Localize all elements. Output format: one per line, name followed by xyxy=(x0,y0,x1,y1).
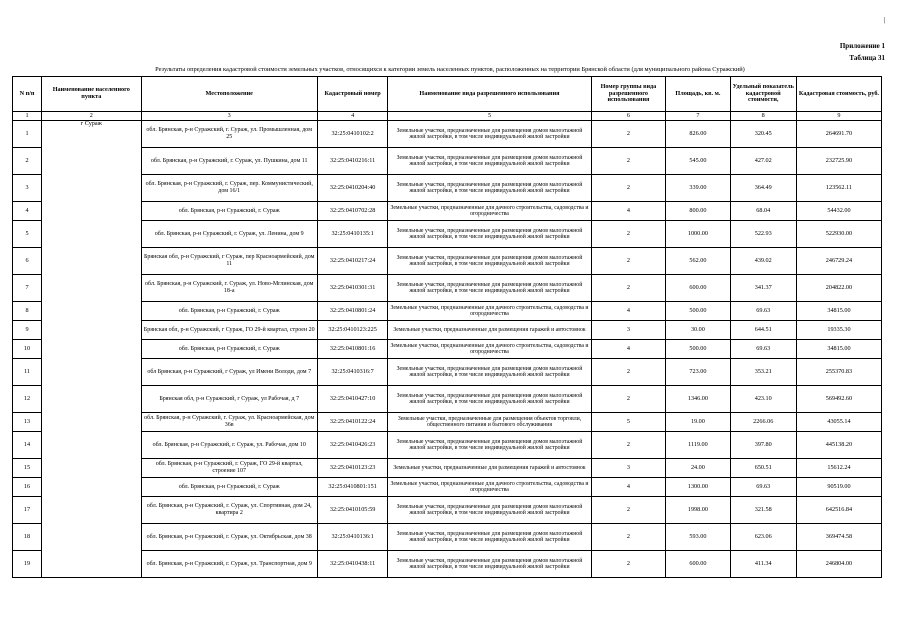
table-row xyxy=(13,302,882,321)
cell-use: Земельные участки, предназначенные для размещения домов малоэтажной жилой застройки, в том числе индивидуальной жилой застройки xyxy=(388,359,591,386)
cell-area: 826.00 xyxy=(666,121,730,148)
cell-n: 9 xyxy=(13,321,42,340)
cell-cost: 232725.90 xyxy=(796,148,881,175)
cell-area: 593.00 xyxy=(666,524,730,551)
cell-loc: Брянская обл, р-н Суражский, г Сураж, ул Рабочая, д 7 xyxy=(141,386,317,413)
cell-grp: 2 xyxy=(591,497,666,524)
cell-loc: обл. Брянская, р-н Суражский, г. Сураж, пер. Коммунистический, дом 16/1 xyxy=(141,175,317,202)
cell-grp: 2 xyxy=(591,148,666,175)
cell-n: 15 xyxy=(13,459,42,478)
cell-area: 1300.00 xyxy=(666,478,730,497)
cell-n: 14 xyxy=(13,432,42,459)
table-row xyxy=(13,121,882,148)
cell-loc: обл. Брянская, р-н Суражский, г. Сураж xyxy=(141,202,317,221)
cell-cad: 32:25:0410702:28 xyxy=(317,202,388,221)
header-cell: Кадастровый номер xyxy=(317,77,388,112)
table-row xyxy=(13,202,882,221)
cell-cost: 34815.00 xyxy=(796,302,881,321)
cell-loc: обл. Брянская, р-н Суражский, г. Сураж xyxy=(141,478,317,497)
cell-cad: 32:25:0410427:10 xyxy=(317,386,388,413)
cell-area: 24.00 xyxy=(666,459,730,478)
cell-spec: 644.51 xyxy=(730,321,796,340)
cell-area: 1000.00 xyxy=(666,221,730,248)
cell-cost: 246729.24 xyxy=(796,248,881,275)
cell-n: 12 xyxy=(13,386,42,413)
cell-use: Земельные участки, предназначенные для размещения объектов торговли, общественного питания и бытового обслуживания xyxy=(388,413,591,432)
cell-spec: 69.63 xyxy=(730,478,796,497)
cell-loc: обл. Брянская, р-н Суражский, г. Сураж, ул. Транспортная, дом 9 xyxy=(141,551,317,578)
cell-use: Земельные участки, предназначенные для размещения домов малоэтажной жилой застройки, в том числе индивидуальной жилой застройки xyxy=(388,432,591,459)
cell-n: 10 xyxy=(13,340,42,359)
cell-grp: 2 xyxy=(591,275,666,302)
table-row xyxy=(13,221,882,248)
cell-cost: 369474.58 xyxy=(796,524,881,551)
header-cell: Площадь, кв. м. xyxy=(666,77,730,112)
cell-cad: 32:25:0410135:1 xyxy=(317,221,388,248)
cell-use: Земельные участки, предназначенные для размещения домов малоэтажной жилой застройки, в том числе индивидуальной жилой застройки xyxy=(388,221,591,248)
cell-spec: 650.51 xyxy=(730,459,796,478)
cell-area: 500.00 xyxy=(666,340,730,359)
column-number: 9 xyxy=(796,112,881,121)
cell-loc: обл. Брянская, р-н Суражский, г. Сураж xyxy=(141,340,317,359)
cell-cad: 32:25:0410801:24 xyxy=(317,302,388,321)
cell-cad: 32:25:0410136:1 xyxy=(317,524,388,551)
cell-n: 8 xyxy=(13,302,42,321)
cell-n: 4 xyxy=(13,202,42,221)
cell-cad: 32:25:0410301:31 xyxy=(317,275,388,302)
cell-loc: обл. Брянская, р-н Суражский, г. Сураж, ул. Пушкина, дом 11 xyxy=(141,148,317,175)
cell-spec: 69.63 xyxy=(730,302,796,321)
cell-n: 5 xyxy=(13,221,42,248)
table-row xyxy=(13,386,882,413)
header-cell: N п/п xyxy=(13,77,42,112)
cell-spec: 522.93 xyxy=(730,221,796,248)
cell-grp: 5 xyxy=(591,413,666,432)
cell-area: 500.00 xyxy=(666,302,730,321)
cell-use: Земельные участки, предназначенные для размещения домов малоэтажной жилой застройки, в том числе индивидуальной жилой застройки xyxy=(388,248,591,275)
table-body xyxy=(13,121,882,578)
cell-spec: 321.58 xyxy=(730,497,796,524)
header-cell: Наименование населенного пункта xyxy=(42,77,142,112)
cell-use: Земельные участки, предназначенные для дачного строительства, садоводства и огородничества xyxy=(388,478,591,497)
column-number: 4 xyxy=(317,112,388,121)
cell-grp: 2 xyxy=(591,175,666,202)
cell-n: 16 xyxy=(13,478,42,497)
cell-loc: обл Брянская, р-н Суражский, г Сураж, ул Имени Володи, дом 7 xyxy=(141,359,317,386)
cell-spec: 427.02 xyxy=(730,148,796,175)
cell-grp: 4 xyxy=(591,478,666,497)
header-cell: Местоположение xyxy=(141,77,317,112)
cell-cost: 642516.84 xyxy=(796,497,881,524)
table-row xyxy=(13,524,882,551)
cell-spec: 397.80 xyxy=(730,432,796,459)
header-row xyxy=(13,77,882,112)
header-cell: Кадастровая стоимость, руб. xyxy=(796,77,881,112)
cell-cad: 32:25:0410122:24 xyxy=(317,413,388,432)
header-cell: Наименование вида разрешенного использования xyxy=(388,77,591,112)
cell-spec: 623.06 xyxy=(730,524,796,551)
cell-grp: 2 xyxy=(591,359,666,386)
cell-use: Земельные участки, предназначенные для размещения гаражей и автостоянок xyxy=(388,321,591,340)
table-number: Таблица 31 xyxy=(849,54,885,62)
cell-grp: 2 xyxy=(591,121,666,148)
header-cell: Удельный показатель кадастровой стоимости, xyxy=(730,77,796,112)
cell-area: 562.00 xyxy=(666,248,730,275)
cell-grp: 4 xyxy=(591,202,666,221)
page-mark: | xyxy=(884,16,886,24)
cell-loc: обл. Брянская, р-н Суражский, г. Сураж, ул. Красноармейская, дом 36в xyxy=(141,413,317,432)
header-cell: Номер группы вида разрешенного использования xyxy=(591,77,666,112)
column-number: 5 xyxy=(388,112,591,121)
cell-area: 600.00 xyxy=(666,275,730,302)
table-row xyxy=(13,148,882,175)
cell-spec: 2266.06 xyxy=(730,413,796,432)
cell-use: Земельные участки, предназначенные для размещения домов малоэтажной жилой застройки, в том числе индивидуальной жилой застройки xyxy=(388,275,591,302)
cell-grp: 3 xyxy=(591,459,666,478)
table-row xyxy=(13,432,882,459)
cell-area: 600.00 xyxy=(666,551,730,578)
column-number: 1 xyxy=(13,112,42,121)
cell-n: 17 xyxy=(13,497,42,524)
table-row xyxy=(13,175,882,202)
cell-grp: 3 xyxy=(591,321,666,340)
cell-cad: 32:25:0410105:59 xyxy=(317,497,388,524)
cell-use: Земельные участки, предназначенные для размещения домов малоэтажной жилой застройки, в том числе индивидуальной жилой застройки xyxy=(388,524,591,551)
cell-grp: 2 xyxy=(591,551,666,578)
cell-cost: 204822.00 xyxy=(796,275,881,302)
cell-grp: 2 xyxy=(591,248,666,275)
cell-cost: 90519.00 xyxy=(796,478,881,497)
cell-loc: Брянская обл, р-н Суражский, г Сураж, ГО 29-й квартал, строен 20 xyxy=(141,321,317,340)
cell-n: 11 xyxy=(13,359,42,386)
cell-spec: 341.37 xyxy=(730,275,796,302)
cell-area: 339.00 xyxy=(666,175,730,202)
cell-cad: 32:25:0410216:11 xyxy=(317,148,388,175)
cell-loc: обл. Брянская, р-н Суражский, г. Сураж, ГО 29-й квартал, строение 107 xyxy=(141,459,317,478)
cell-area: 30.00 xyxy=(666,321,730,340)
column-number: 7 xyxy=(666,112,730,121)
cell-cad: 32:25:0410438:11 xyxy=(317,551,388,578)
cell-cost: 246804.00 xyxy=(796,551,881,578)
column-number: 2 xyxy=(42,112,142,121)
cell-loc: обл. Брянская, р-н Суражский, г. Сураж, ул. Ново-Мглинская, дом 18-а xyxy=(141,275,317,302)
appendix-label: Приложение 1 xyxy=(839,42,885,50)
cell-cost: 255370.83 xyxy=(796,359,881,386)
cell-use: Земельные участки, предназначенные для размещения домов малоэтажной жилой застройки, в том числе индивидуальной жилой застройки xyxy=(388,121,591,148)
cell-spec: 411.34 xyxy=(730,551,796,578)
cell-area: 723.00 xyxy=(666,359,730,386)
column-number: 6 xyxy=(591,112,666,121)
cell-spec: 439.02 xyxy=(730,248,796,275)
cell-cost: 445138.20 xyxy=(796,432,881,459)
cell-grp: 2 xyxy=(591,386,666,413)
cell-use: Земельные участки, предназначенные для размещения домов малоэтажной жилой застройки, в том числе индивидуальной жилой застройки xyxy=(388,175,591,202)
cell-cad: 32:25:0410123:225 xyxy=(317,321,388,340)
cell-cost: 123562.11 xyxy=(796,175,881,202)
cell-spec: 353.21 xyxy=(730,359,796,386)
cell-area: 1998.00 xyxy=(666,497,730,524)
cell-use: Земельные участки, предназначенные для дачного строительства, садоводства и огородничества xyxy=(388,340,591,359)
cell-grp: 4 xyxy=(591,302,666,321)
cell-cad: 32:25:0410123:23 xyxy=(317,459,388,478)
cell-n: 19 xyxy=(13,551,42,578)
cell-use: Земельные участки, предназначенные для размещения гаражей и автостоянок xyxy=(388,459,591,478)
column-number-row xyxy=(13,112,882,121)
cell-loc: обл. Брянская, р-н Суражский, г. Сураж, ул. Промышленная, дом 25 xyxy=(141,121,317,148)
cell-n: 1 xyxy=(13,121,42,148)
cell-loc: обл. Брянская, р-н Суражский, г. Сураж, ул. Ленина, дом 9 xyxy=(141,221,317,248)
document-title: Результаты определения кадастровой стоимости земельных участков, относящихся к категории земель населенных пунктов, расположенных на территории Брянской области (для муниципального района Суражский) xyxy=(155,66,745,73)
cell-loc: обл. Брянская, р-н Суражский, г. Сураж, ул. Рабочая, дом 10 xyxy=(141,432,317,459)
table-row xyxy=(13,321,882,340)
cell-grp: 2 xyxy=(591,221,666,248)
cell-loc: обл. Брянская, р-н Суражский, г. Сураж, ул. Спортивная, дом 24, квартира 2 xyxy=(141,497,317,524)
cell-spec: 68.04 xyxy=(730,202,796,221)
table-row xyxy=(13,275,882,302)
cell-area: 800.00 xyxy=(666,202,730,221)
cell-loc: обл. Брянская, р-н Суражский, г. Сураж xyxy=(141,302,317,321)
cell-area: 19.00 xyxy=(666,413,730,432)
cell-cost: 264691.70 xyxy=(796,121,881,148)
cell-spec: 69.63 xyxy=(730,340,796,359)
cell-n: 2 xyxy=(13,148,42,175)
cell-n: 3 xyxy=(13,175,42,202)
table-row xyxy=(13,248,882,275)
cell-use: Земельные участки, предназначенные для размещения домов малоэтажной жилой застройки, в том числе индивидуальной жилой застройки xyxy=(388,148,591,175)
cell-cost: 522930.00 xyxy=(796,221,881,248)
cell-area: 545.00 xyxy=(666,148,730,175)
cell-grp: 2 xyxy=(591,432,666,459)
cell-n: 7 xyxy=(13,275,42,302)
cell-spec: 423.10 xyxy=(730,386,796,413)
cell-cad: 32:25:0410801:151 xyxy=(317,478,388,497)
cell-n: 13 xyxy=(13,413,42,432)
table-row xyxy=(13,413,882,432)
cell-use: Земельные участки, предназначенные для дачного строительства, садоводства и огородничества xyxy=(388,202,591,221)
cell-cost: 54432.00 xyxy=(796,202,881,221)
column-number: 3 xyxy=(141,112,317,121)
table-row xyxy=(13,478,882,497)
cell-area: 1346.00 xyxy=(666,386,730,413)
cell-use: Земельные участки, предназначенные для размещения домов малоэтажной жилой застройки, в том числе индивидуальной жилой застройки xyxy=(388,386,591,413)
cadastral-table xyxy=(12,76,882,578)
settlement-cell: г Сураж xyxy=(42,121,142,578)
cell-use: Земельные участки, предназначенные для размещения домов малоэтажной жилой застройки, в том числе индивидуальной жилой застройки xyxy=(388,551,591,578)
cell-cad: 32:25:0410316:7 xyxy=(317,359,388,386)
cell-cad: 32:25:0410102:2 xyxy=(317,121,388,148)
cell-cost: 19335.30 xyxy=(796,321,881,340)
cell-cost: 43055.14 xyxy=(796,413,881,432)
cell-cost: 34815.00 xyxy=(796,340,881,359)
table-row xyxy=(13,551,882,578)
cell-loc: обл. Брянская, р-н Суражский, г. Сураж, ул. Октябрьская, дом 38 xyxy=(141,524,317,551)
cell-cad: 32:25:0410217:24 xyxy=(317,248,388,275)
cell-use: Земельные участки, предназначенные для дачного строительства, садоводства и огородничества xyxy=(388,302,591,321)
cell-spec: 320.45 xyxy=(730,121,796,148)
cell-area: 1119.00 xyxy=(666,432,730,459)
cell-use: Земельные участки, предназначенные для размещения домов малоэтажной жилой застройки, в том числе индивидуальной жилой застройки xyxy=(388,497,591,524)
table-row xyxy=(13,459,882,478)
cell-grp: 4 xyxy=(591,340,666,359)
cell-spec: 364.49 xyxy=(730,175,796,202)
cell-cost: 569492.60 xyxy=(796,386,881,413)
table-row xyxy=(13,497,882,524)
cell-cad: 32:25:0410204:40 xyxy=(317,175,388,202)
cell-n: 18 xyxy=(13,524,42,551)
table-row xyxy=(13,359,882,386)
cell-cad: 32:25:0410801:16 xyxy=(317,340,388,359)
cell-cost: 15612.24 xyxy=(796,459,881,478)
cell-loc: Брянская обл, р-н Суражский, г Сураж, пер Красноармейский, дом 11 xyxy=(141,248,317,275)
cell-grp: 2 xyxy=(591,524,666,551)
table-row xyxy=(13,340,882,359)
column-number: 8 xyxy=(730,112,796,121)
cell-n: 6 xyxy=(13,248,42,275)
cell-cad: 32:25:0410426:23 xyxy=(317,432,388,459)
